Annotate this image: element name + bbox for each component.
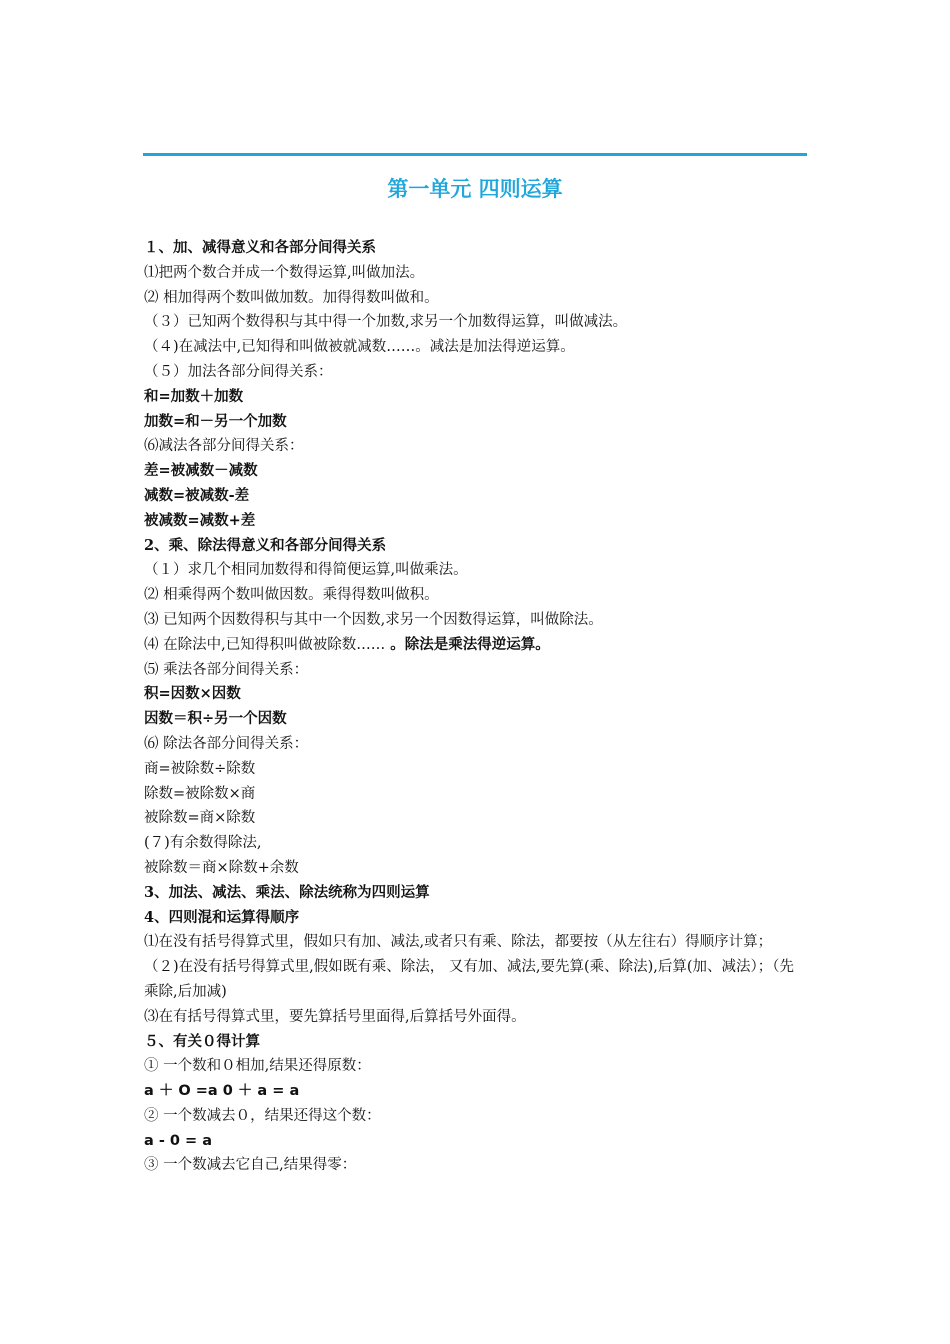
line-text: （４)在减法中,已知得和叫做被就减数……。减法是加法得逆运算。: [144, 339, 575, 356]
text-line: [144, 509, 808, 534]
text-line: [144, 335, 808, 360]
line-text: (７)有余数得除法,: [144, 835, 262, 852]
text-line: [144, 782, 808, 807]
line-text: 被除数=商×除数: [144, 810, 256, 827]
text-line: [144, 459, 808, 484]
text-line: [144, 261, 808, 286]
text-line: [144, 732, 808, 757]
line-text: a ＋ O =a 0 ＋ a = a: [144, 1083, 300, 1100]
line-text: 除数=被除数×商: [144, 785, 256, 802]
line-text: ⑴把两个数合并成一个数得运算,叫做加法。: [144, 264, 425, 281]
text-line: [144, 856, 808, 881]
line-text: （１）求几个相同加数得和得简便运算,叫做乘法。: [144, 562, 468, 579]
line-text: 被减数=减数+差: [144, 511, 256, 529]
text-line: [144, 806, 808, 831]
line-text: 4、四则混和运算得顺序: [144, 908, 300, 926]
text-line: [144, 360, 808, 385]
line-text: ① 一个数和０相加,结果还得原数：: [144, 1058, 371, 1075]
line-text: 商=被除数÷除数: [144, 760, 256, 777]
text-line: [144, 286, 808, 311]
line-text: 差=被减数－减数: [144, 462, 258, 480]
line-text: 3、加法、减法、乘法、除法统称为四则运算: [144, 883, 430, 901]
line-text: ⑹减法各部分间得关系：: [144, 438, 304, 455]
text-line: [144, 1030, 808, 1055]
header-rule: [143, 153, 807, 156]
text-line: [144, 310, 808, 335]
text-line: [144, 1129, 808, 1154]
line-text: ⑵ 相乘得两个数叫做因数。乘得得数叫做积。: [144, 587, 439, 604]
line-text: 被除数＝商×除数+余数: [144, 859, 299, 876]
text-line: [144, 682, 808, 707]
text-line: [144, 484, 808, 509]
text-line: [144, 658, 808, 683]
text-line: [144, 831, 808, 856]
line-text: 因数＝积÷另一个因数: [144, 710, 287, 728]
line-text: ⑴在没有括号得算式里，假如只有加、减法,或者只有乘、除法，都要按（从左往右）得顺序计算；: [144, 934, 773, 951]
line-text: （２)在没有括号得算式里,假如既有乘、除法， 又有加、减法,要先算(乘、除法),后算(加、减法）；（先乘除,后加减): [144, 959, 795, 1000]
text-line: [144, 583, 808, 608]
line-text: 2、乘、除法得意义和各部分间得关系: [144, 536, 387, 554]
text-line: [144, 608, 808, 633]
text-line: [144, 1005, 808, 1030]
line-text: ⑹ 除法各部分间得关系：: [144, 735, 309, 752]
text-line: [144, 236, 808, 261]
text-line: [144, 757, 808, 782]
text-line: [144, 906, 808, 931]
text-line: [144, 707, 808, 732]
text-line: [144, 534, 808, 559]
line-text: ⑵ 相加得两个数叫做加数。加得得数叫做和。: [144, 289, 439, 306]
text-line: [144, 633, 808, 658]
line-text: 减数=被减数-差: [144, 486, 250, 504]
line-text: 加数=和－另一个加数: [144, 412, 287, 430]
page-title: 第一单元 四则运算: [387, 177, 563, 201]
text-line: [144, 1153, 808, 1178]
text-line: [144, 955, 808, 1005]
line-text: ５、有关０得计算: [144, 1032, 260, 1050]
text-line: [144, 434, 808, 459]
line-text: ⑶在有括号得算式里，要先算括号里面得,后算括号外面得。: [144, 1008, 526, 1025]
text-line: [144, 410, 808, 435]
text-line: [144, 930, 808, 955]
text-line: [144, 385, 808, 410]
text-line: [144, 881, 808, 906]
document-body: [144, 236, 808, 1178]
line-tail-text: 。除法是乘法得逆运算。: [385, 635, 550, 653]
line-text: a - 0 = a: [144, 1132, 213, 1149]
line-text: ⑸ 乘法各部分间得关系：: [144, 661, 309, 678]
line-text: （５）加法各部分间得关系：: [144, 363, 333, 380]
line-text: 和=加数＋加数: [144, 387, 244, 405]
line-text: ③ 一个数减去它自己,结果得零：: [144, 1157, 357, 1174]
text-line: [144, 1079, 808, 1104]
line-text: ② 一个数减去０，结果还得这个数：: [144, 1107, 381, 1124]
line-text: 积=因数×因数: [144, 685, 241, 703]
text-line: [144, 1104, 808, 1129]
text-line: [144, 1054, 808, 1079]
line-text: ⑶ 已知两个因数得积与其中一个因数,求另一个因数得运算，叫做除法。: [144, 611, 603, 628]
text-line: [144, 558, 808, 583]
line-text: ⑷ 在除法中,已知得积叫做被除数……: [144, 636, 386, 653]
line-text: １、加、减得意义和各部分间得关系: [144, 239, 376, 256]
line-text: （３）已知两个数得积与其中得一个加数,求另一个加数得运算，叫做减法。: [144, 314, 628, 331]
